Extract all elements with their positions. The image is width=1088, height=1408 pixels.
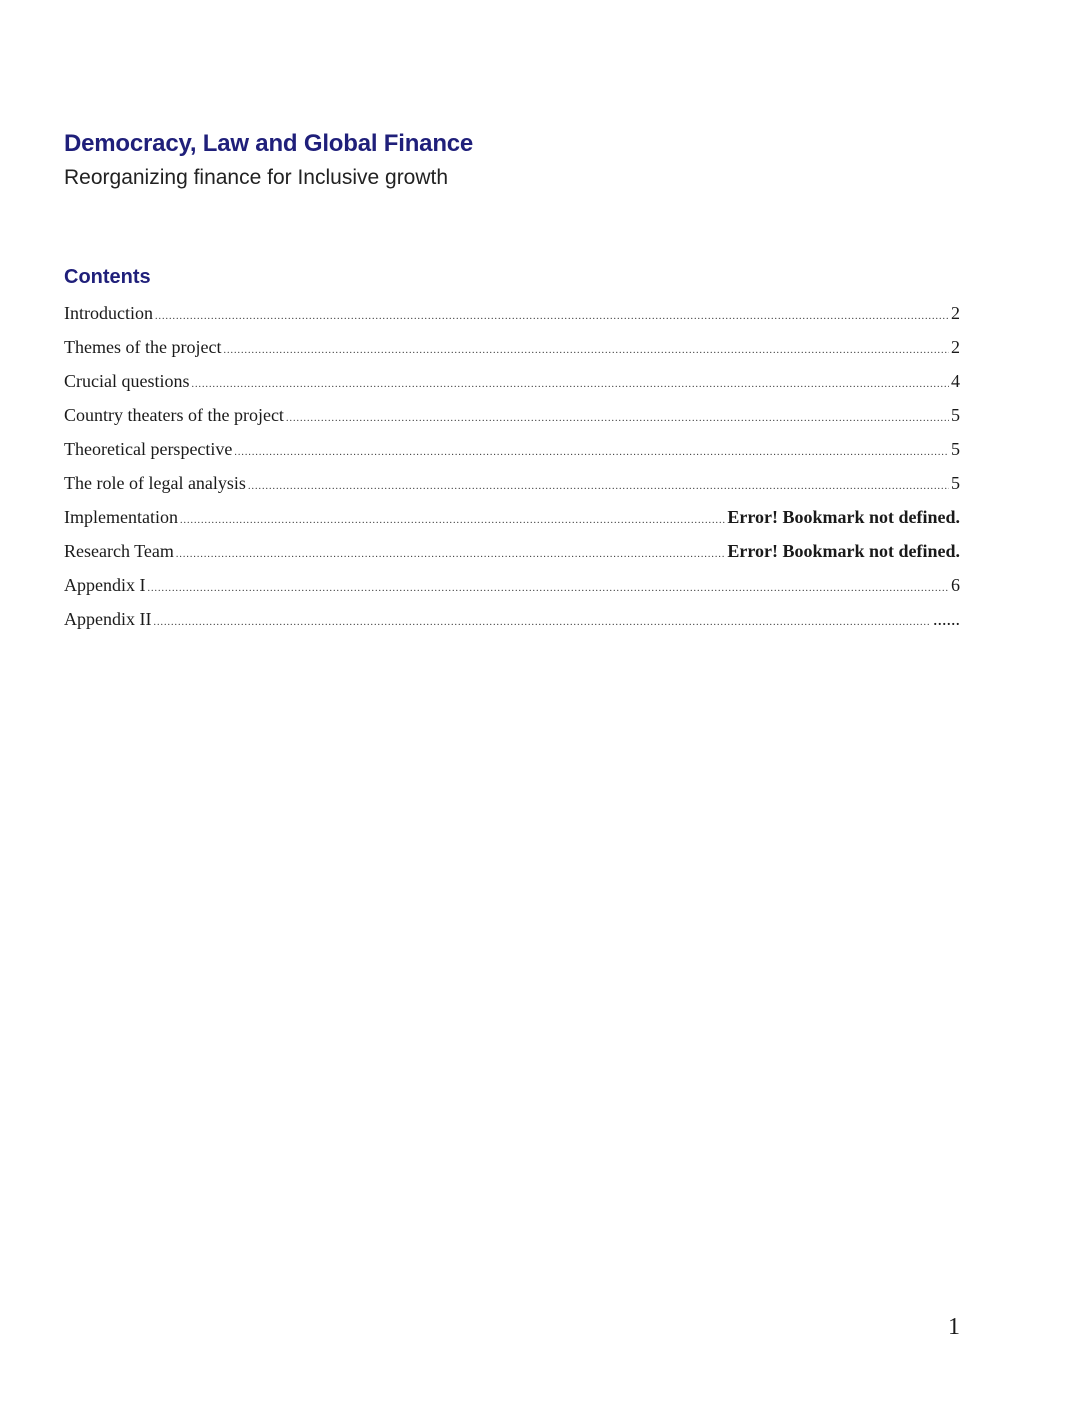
toc-entry-theoretical-perspective[interactable]	[64, 432, 960, 466]
toc-entry-country-theaters[interactable]	[64, 398, 960, 432]
toc-entry-appendix-ii[interactable]	[64, 602, 960, 636]
toc-entry-legal-analysis[interactable]	[64, 466, 960, 500]
contents-heading: Contents	[64, 266, 151, 288]
toc-dot-leader	[155, 300, 949, 334]
page-number: 1	[948, 1314, 960, 1340]
toc-dot-leader	[176, 538, 725, 572]
toc-bookmark-error: Error! Bookmark not defined.	[727, 541, 960, 561]
toc-label: Appendix I	[64, 575, 146, 595]
toc-entry-introduction[interactable]	[64, 296, 960, 330]
toc-entry-themes[interactable]	[64, 330, 960, 364]
document-title: Democracy, Law and Global Finance	[64, 130, 474, 157]
toc-page-number: 4	[951, 371, 960, 391]
table-of-contents	[64, 296, 960, 636]
toc-dot-leader	[248, 470, 949, 504]
toc-page-number: ......	[933, 609, 960, 629]
toc-label: Crucial questions	[64, 371, 190, 391]
toc-label: Themes of the project	[64, 337, 222, 357]
toc-entry-research-team[interactable]	[64, 534, 960, 568]
toc-label: Country theaters of the project	[64, 405, 284, 425]
toc-label: Implementation	[64, 507, 178, 527]
toc-dot-leader	[153, 606, 931, 640]
toc-dot-leader	[234, 436, 949, 470]
toc-entry-appendix-i[interactable]	[64, 568, 960, 602]
toc-dot-leader	[180, 504, 725, 538]
toc-label: The role of legal analysis	[64, 473, 246, 493]
toc-entry-implementation[interactable]	[64, 500, 960, 534]
toc-label: Introduction	[64, 303, 153, 323]
toc-dot-leader	[223, 334, 949, 368]
toc-bookmark-error: Error! Bookmark not defined.	[727, 507, 960, 527]
toc-label: Research Team	[64, 541, 174, 561]
toc-dot-leader	[191, 368, 949, 402]
toc-page-number: 5	[951, 439, 960, 459]
toc-label: Theoretical perspective	[64, 439, 233, 459]
toc-label: Appendix II	[64, 609, 152, 629]
document-subtitle: Reorganizing finance for Inclusive growth	[64, 166, 449, 189]
toc-page-number: 2	[951, 303, 960, 323]
toc-dot-leader	[286, 402, 949, 436]
toc-page-number: 2	[951, 337, 960, 357]
toc-page-number: 5	[951, 405, 960, 425]
toc-entry-crucial-questions[interactable]	[64, 364, 960, 398]
toc-dot-leader	[147, 572, 949, 606]
toc-page-number: 5	[951, 473, 960, 493]
toc-page-number: 6	[951, 575, 960, 595]
